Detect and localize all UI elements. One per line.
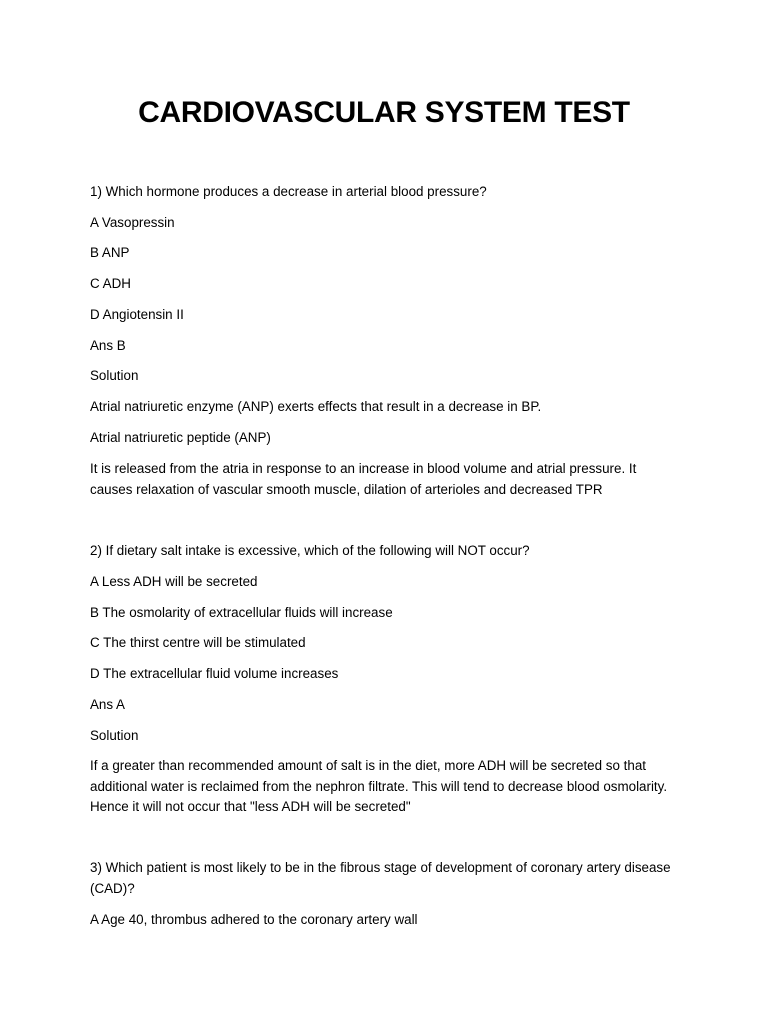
question-2-option-c: C The thirst centre will be stimulated [90, 635, 306, 650]
question-1-solution-line-1: Atrial natriuretic enzyme (ANP) exerts effects that result in a decrease in BP. [90, 399, 542, 414]
question-1-option-c: C ADH [90, 276, 131, 291]
question-3-text: 3) Which patient is most likely to be in the fibrous stage of development of coronary artery disease (CAD)? [90, 860, 671, 896]
question-1-text: 1) Which hormone produces a decrease in arterial blood pressure? [90, 184, 487, 199]
question-1-answer: Ans B [90, 338, 126, 353]
question-2-solution-label: Solution [90, 728, 139, 743]
question-2-solution-text: If a greater than recommended amount of salt is in the diet, more ADH will be secreted so that additional water is reclaimed from the nephron filtrate. This will tend to decrease blood osmolarity. Hence it will not occur that "less ADH will be secreted" [90, 758, 668, 814]
question-1-option-d: D Angiotensin II [90, 307, 184, 322]
question-2-answer: Ans A [90, 697, 125, 712]
question-1-solution-label: Solution [90, 368, 139, 383]
question-1-solution-line-3: It is released from the atria in response to an increase in blood volume and atrial pressure. It causes relaxation of vascular smooth muscle, dilation of arterioles and decreased TPR [90, 461, 637, 497]
question-2-text: 2) If dietary salt intake is excessive, which of the following will NOT occur? [90, 543, 530, 558]
question-1-solution-line-2: Atrial natriuretic peptide (ANP) [90, 430, 271, 445]
question-2-option-a: A Less ADH will be secreted [90, 574, 258, 589]
question-1-option-a: A Vasopressin [90, 215, 175, 230]
question-1-option-b: B ANP [90, 245, 130, 260]
question-2-option-d: D The extracellular fluid volume increases [90, 666, 339, 681]
question-3-option-a: A Age 40, thrombus adhered to the coronary artery wall [90, 912, 418, 927]
question-2-option-b: B The osmolarity of extracellular fluids will increase [90, 605, 393, 620]
document-title: CARDIOVASCULAR SYSTEM TEST [138, 96, 630, 129]
